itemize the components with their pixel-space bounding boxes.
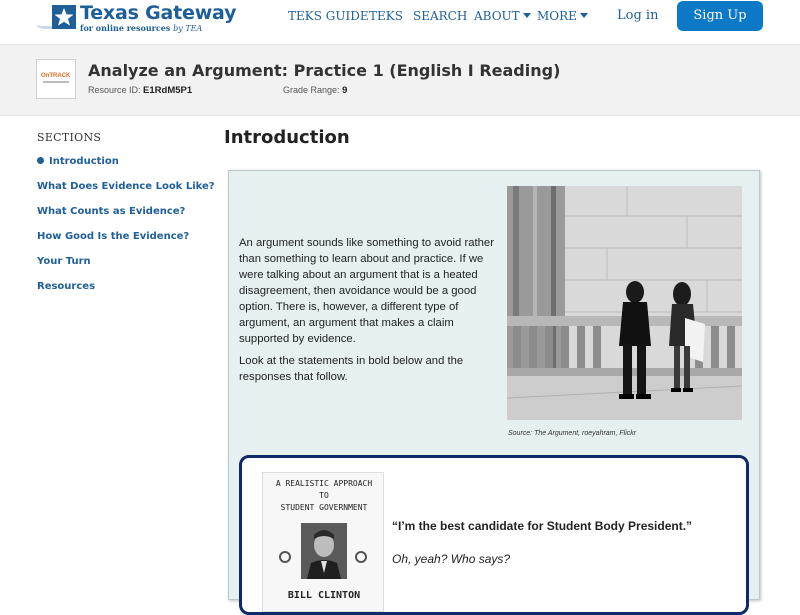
intro-paragraph-1: An argument sounds like something to avoid rather than something to learn about and practice. If we were talking about an argument that is a heated disagreement, then avoidance would be a good option. There is, however, a different type of argument, an argument that makes a claim supported by evidence. <box>239 237 494 345</box>
nav-teks[interactable]: TEKS <box>369 9 403 23</box>
logo-title: Texas Gateway <box>80 2 237 24</box>
poster-line-2: TO <box>319 491 329 500</box>
nav-search[interactable]: SEARCH <box>413 9 468 23</box>
claim-quote: “I’m the best candidate for Student Body President.” <box>392 519 693 533</box>
sidebar-item-what-counts-as-evidence[interactable]: What Counts as Evidence? <box>37 206 186 217</box>
nav-about[interactable]: ABOUT <box>474 9 531 23</box>
sidebar-item-what-does-evidence-look-like[interactable]: What Does Evidence Look Like? <box>37 181 215 192</box>
photo-caption: Source: The Argument, roeyahram, Flickr <box>508 430 637 437</box>
active-bullet-icon <box>37 157 44 164</box>
signup-button[interactable]: Sign Up <box>677 1 763 31</box>
response-quote: Oh, yeah? Who says? <box>392 552 511 566</box>
poster-name: BILL CLINTON <box>287 590 361 601</box>
seal-icon <box>279 551 291 563</box>
campaign-poster <box>262 472 384 612</box>
logo-subtitle: for online resources by TEA <box>80 23 203 33</box>
ontrack-badge-text: OnTRACK <box>41 73 71 79</box>
argument-callout <box>239 455 749 615</box>
section-heading: Introduction <box>224 127 350 148</box>
login-link[interactable]: Log in <box>617 8 659 23</box>
resource-header <box>0 44 800 116</box>
content-panel <box>228 170 760 600</box>
sections-heading: SECTIONS <box>37 131 102 144</box>
resource-title: Analyze an Argument: Practice 1 (English I Reading) <box>88 61 561 80</box>
chevron-down-icon <box>580 13 588 18</box>
intro-paragraph-2: Look at the statements in bold below and the responses that follow. <box>239 355 464 383</box>
sidebar-item-how-good-is-the-evidence[interactable]: How Good Is the Evidence? <box>37 231 190 242</box>
candidate-photo <box>301 523 347 579</box>
intro-text <box>239 235 505 391</box>
grade-range: Grade Range: 9 <box>283 85 348 96</box>
poster-line-3: STUDENT GOVERNMENT <box>280 503 368 512</box>
sidebar-item-introduction[interactable]: Introduction <box>37 156 119 167</box>
nav-more[interactable]: MORE <box>537 9 588 23</box>
sidebar-item-resources[interactable]: Resources <box>37 281 96 292</box>
argument-photo <box>507 186 742 420</box>
badge-line <box>43 81 69 83</box>
sidebar-item-your-turn[interactable]: Your Turn <box>37 256 91 267</box>
star-icon <box>52 5 76 29</box>
top-navigation <box>0 0 800 44</box>
seal-icon <box>355 551 367 563</box>
nav-teks-guide[interactable]: TEKS GUIDE <box>288 9 369 23</box>
poster-line-1: A REALISTIC APPROACH <box>275 479 373 488</box>
ontrack-badge <box>36 59 76 99</box>
chevron-down-icon <box>523 13 531 18</box>
resource-id: Resource ID: E1RdM5P1 <box>88 85 193 96</box>
